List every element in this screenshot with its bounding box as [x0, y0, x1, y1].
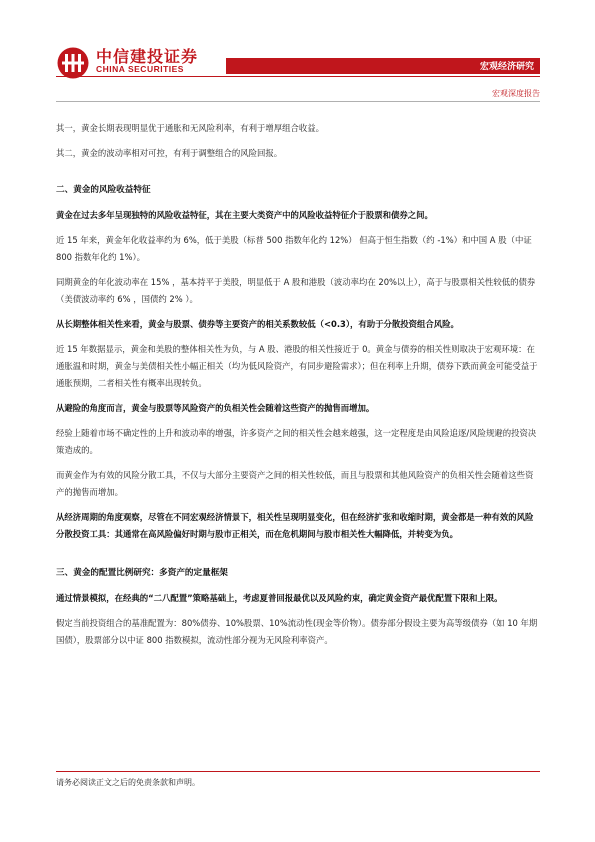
section-header-label: 宏观经济研究 — [479, 62, 534, 72]
body-content — [56, 120, 540, 649]
paragraph: 假定当前投资组合的基准配置为：80%债券、10%股票、10%流动性(现金等价物）。债券部分假设主要为高等级债券（如 10 年期国债），股票部分以中证 800 指数模拟，流动性部分视为无风险利率资产。 — [56, 618, 538, 645]
key-point: 通过情景模拟，在经典的“二八配置”策略基础上，考虑夏普回报最优以及风险约束，确定黄金资产最优配置下限和上限。 — [56, 593, 503, 603]
paragraph: 其一，黄金长期表现明显优于通胀和无风险利率，有利于增厚组合收益。 — [56, 123, 324, 133]
paragraph: 近 15 年数据显示，黄金和美股的整体相关性为负，与 A 股、港股的相关性接近于 0。黄金与债券的相关性则取决于宏观环境：在通胀温和时期，黄金与美债相关性小幅正相关（均为低风险资产，有同步避险需求）；但在利率上升期，债券下跌而黄金可能受益于通胀预期，二者相关性有概率出现转负。 — [56, 344, 538, 388]
paragraph: 近 15 年来，黄金年化收益率约为 6%，低于美股（标普 500 指数年化约 12%） 但高于恒生指数（约 -1%）和中国 A 股（中证 800 指数年化约 1%）。 — [56, 235, 532, 262]
paragraph: 而黄金作为有效的风险分散工具，不仅与大部分主要资产之间的相关性较低，而且与股票和其他风险资产的负相关性会随着这些资产的抛售而增加。 — [56, 470, 534, 497]
key-point: 从经济周期的角度观察，尽管在不同宏观经济情景下，相关性呈现明显变化，但在经济扩张和收缩时期，黄金都是一种有效的风险分散投资工具：其通常在高风险偏好时期与股市正相关，而在危机期间与股市相关性大幅降低，并转变为负。 — [56, 512, 534, 539]
key-point: 从长期整体相关性来看，黄金与股票、债券等主要资产的相关系数较低（<0.3），有助于分散投资组合风险。 — [56, 319, 459, 329]
report-type-label: 宏观深度报告 — [492, 89, 540, 98]
paragraph: 同期黄金的年化波动率在 15% ，基本持平于美股，明显低于 A 股和港股（波动率均在 20%以上），高于与股票相关性较低的债券（美债波动率约 6% ，国债约 2% ）。 — [56, 277, 536, 304]
header-divider — [56, 76, 540, 77]
key-point: 黄金在过去多年呈现独特的风险收益特征，其在主要大类资产中的风险收益特征介于股票和债券之间。 — [56, 210, 433, 220]
section-header-bar — [226, 58, 540, 74]
china-securities-logo-icon — [56, 46, 90, 80]
footer-divider — [56, 771, 540, 772]
footer-disclaimer: 请务必阅读正文之后的免责条款和声明。 — [56, 778, 200, 787]
key-point: 从避险的角度而言，黄金与股票等风险资产的负相关性会随着这些资产的抛售而增加。 — [56, 403, 375, 413]
paragraph: 经验上随着市场不确定性的上升和波动率的增强，许多资产之间的相关性会越来越强，这一定程度是由风险追逐/风险规避的投资决策造成的。 — [56, 428, 537, 455]
paragraph: 其二，黄金的波动率相对可控，有利于调整组合的风险回报。 — [56, 148, 283, 158]
section-heading: 二、黄金的风险收益特征 — [56, 185, 151, 195]
subheader-divider — [56, 101, 540, 102]
brand-name-en: CHINA SECURITIES — [96, 64, 184, 74]
section-heading: 三、黄金的配置比例研究：多资产的定量框架 — [56, 568, 228, 578]
brand-name-cn: 中信建投证券 — [96, 47, 199, 66]
